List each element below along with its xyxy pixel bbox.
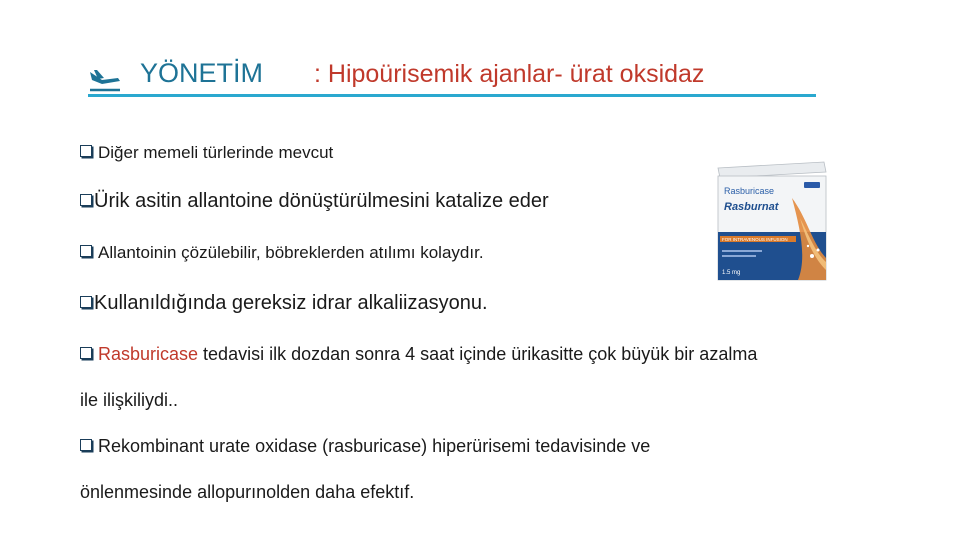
bullet-text: Diğer memeli türlerinde mevcut [98,143,334,162]
checkbox-bullet-icon [80,296,92,308]
product-label-text: FOR INTRAVENOUS INFUSION [722,237,788,242]
bullet-item [80,190,549,213]
checkbox-bullet-icon [80,245,92,257]
checkbox-bullet-icon [80,439,92,451]
product-box-image [712,158,830,284]
title-underline [88,94,816,97]
page-title: YÖNETİM [140,58,264,88]
bullet-item [80,143,333,163]
bullet-item [80,344,757,365]
bullet-text: tedavisi ilk dozdan sonra 4 saat içinde ürikasitte çok büyük bir azalma [198,344,758,364]
product-brand-text: Rasburnat [724,201,779,213]
bullet-text: Allantoinin çözülebilir, böbreklerden atılımı kolaydır. [98,243,484,262]
bullet-text: Ürik asitin allantoine dönüştürülmesini katalize eder [94,190,549,212]
bullet-text: Kullanıldığında gereksiz idrar alkaliizasyonu. [94,292,488,314]
bullet-text: Rekombinant urate oxidase (rasburicase) hiperürisemi tedavisinde ve [98,436,651,456]
bullet-continuation: ile ilişkiliydi.. [80,390,179,410]
bullet-item [80,243,484,263]
checkbox-bullet-icon [80,194,92,206]
page-subtitle: : Hipoürisemik ajanlar- ürat oksidaz [314,60,705,88]
bullet-item [80,436,650,457]
bullet-text-highlight: Rasburicase [98,344,199,364]
plane-icon [88,66,122,96]
bullet-item [80,292,488,315]
product-dose-text: 1.5 mg [722,270,741,276]
checkbox-bullet-icon [80,145,92,157]
bullet-continuation: önlenmesinde allopurınolden daha efektıf. [80,482,415,502]
product-name-text: Rasburicase [724,186,775,196]
checkbox-bullet-icon [80,347,92,359]
